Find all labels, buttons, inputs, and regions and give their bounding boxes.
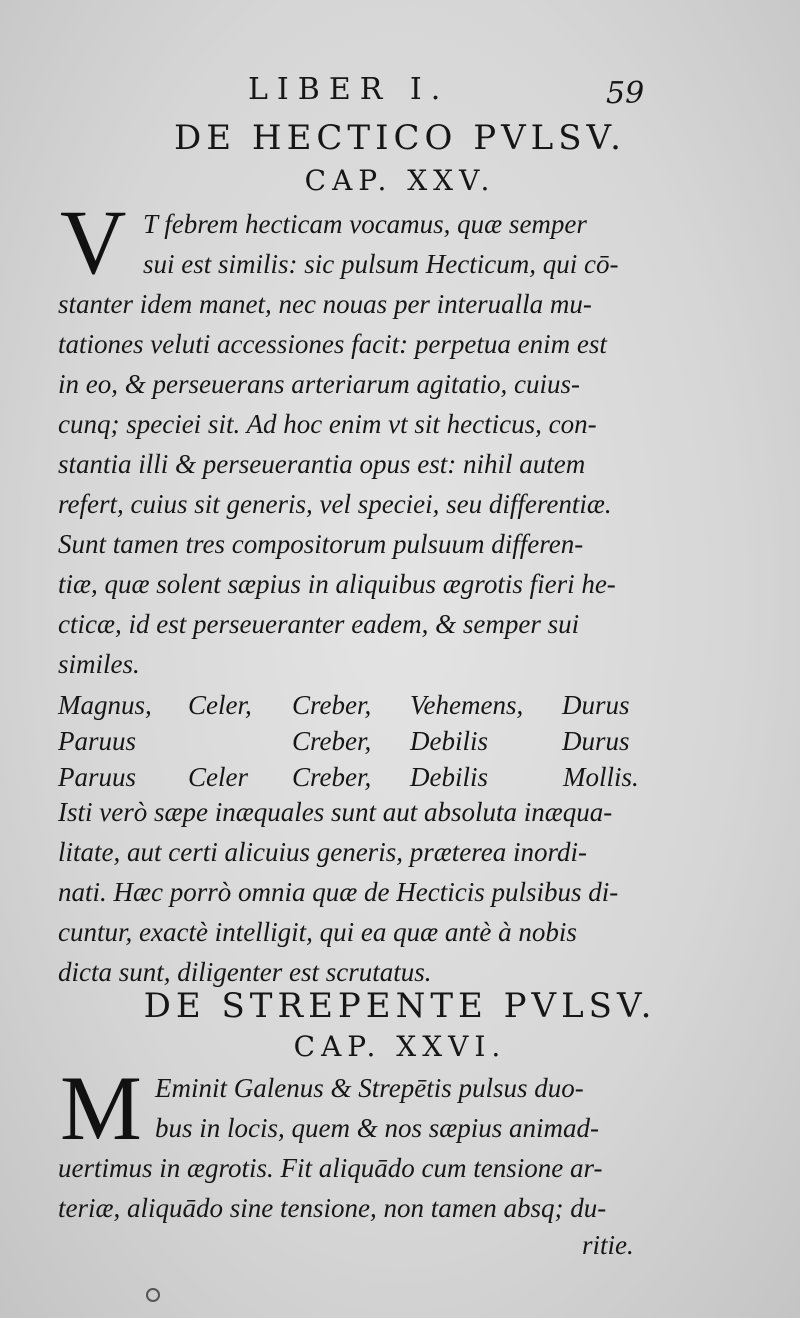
text-line: bus in locis, quem & nos sæpius animad-	[155, 1113, 600, 1143]
chapter-title: DE STREPENTE PVLSV.	[143, 986, 657, 1026]
text-line: nati. Hæc porrò omnia quæ de Hecticis pulsibus di-	[58, 877, 619, 907]
table-cell: Mollis.	[563, 762, 639, 792]
drop-capital: V	[60, 191, 127, 293]
text-line: uertimus in ægrotis. Fit aliquādo cum tensione ar-	[58, 1153, 603, 1183]
table-cell: Debilis	[410, 762, 488, 792]
table-cell: Creber,	[292, 762, 372, 792]
table-cell: Creber,	[292, 726, 372, 756]
table-cell: Paruus	[58, 726, 137, 756]
table-cell: Celer	[188, 762, 248, 792]
pulse-table-row	[0, 690, 800, 722]
text-line: Sunt tamen tres compositorum pulsuum differen-	[58, 529, 584, 559]
text-line: cunq; speciei sit. Ad hoc enim vt sit hecticus, con-	[58, 409, 597, 439]
table-cell: Durus	[562, 726, 630, 756]
chapter-number: CAP. XXV.	[304, 164, 496, 197]
table-cell: Paruus	[58, 762, 137, 792]
page-number: 59	[606, 76, 645, 111]
table-cell: Debilis	[410, 726, 488, 756]
pulse-table-row	[0, 762, 800, 794]
text-line: litate, aut certi alicuius generis, præterea inordi-	[58, 837, 587, 867]
table-cell: Durus	[562, 690, 630, 720]
text-line: cticæ, id est perseueranter eadem, & semper sui	[58, 609, 580, 639]
text-line: sui est similis: sic pulsum Hecticum, qui cō-	[143, 249, 619, 279]
table-cell: Celer,	[188, 690, 252, 720]
catchword: ritie.	[582, 1230, 634, 1260]
pulse-table-row	[0, 726, 800, 758]
text-line: in eo, & perseuerans arteriarum agitatio, cuius-	[58, 369, 580, 399]
text-line: stanter idem manet, nec nouas per interualla mu-	[58, 289, 592, 319]
chapter-number: CAP. XXVI.	[293, 1030, 507, 1063]
paper-speck	[146, 1288, 160, 1302]
text-line: cuntur, exactè intelligit, qui ea quæ antè à nobis	[58, 917, 577, 947]
table-cell: Creber,	[292, 690, 372, 720]
text-line: Isti verò sæpe inæquales sunt aut absoluta inæqua-	[58, 797, 613, 827]
text-line: tationes veluti accessiones facit: perpetua enim est	[58, 329, 607, 359]
text-line: T febrem hecticam vocamus, quæ semper	[143, 209, 587, 239]
chapter-title: DE HECTICO PVLSV.	[174, 118, 626, 158]
text-line: stantia illi & perseuerantia opus est: nihil autem	[58, 449, 586, 479]
text-line: similes.	[58, 649, 140, 679]
text-line: refert, cuius sit generis, vel speciei, seu differentiæ.	[58, 489, 612, 519]
text-line: teriæ, aliquādo sine tensione, non tamen absq; du-	[58, 1193, 607, 1223]
table-cell: Vehemens,	[410, 690, 524, 720]
running-head: LIBER I.	[248, 72, 450, 107]
table-cell: Magnus,	[58, 690, 152, 720]
text-line: tiæ, quæ solent sæpius in aliquibus ægrotis fieri he-	[58, 569, 616, 599]
text-line: dicta sunt, diligenter est scrutatus.	[58, 957, 432, 987]
text-line: Eminit Galenus & Strepētis pulsus duo-	[155, 1073, 584, 1103]
drop-capital: M	[60, 1057, 142, 1159]
